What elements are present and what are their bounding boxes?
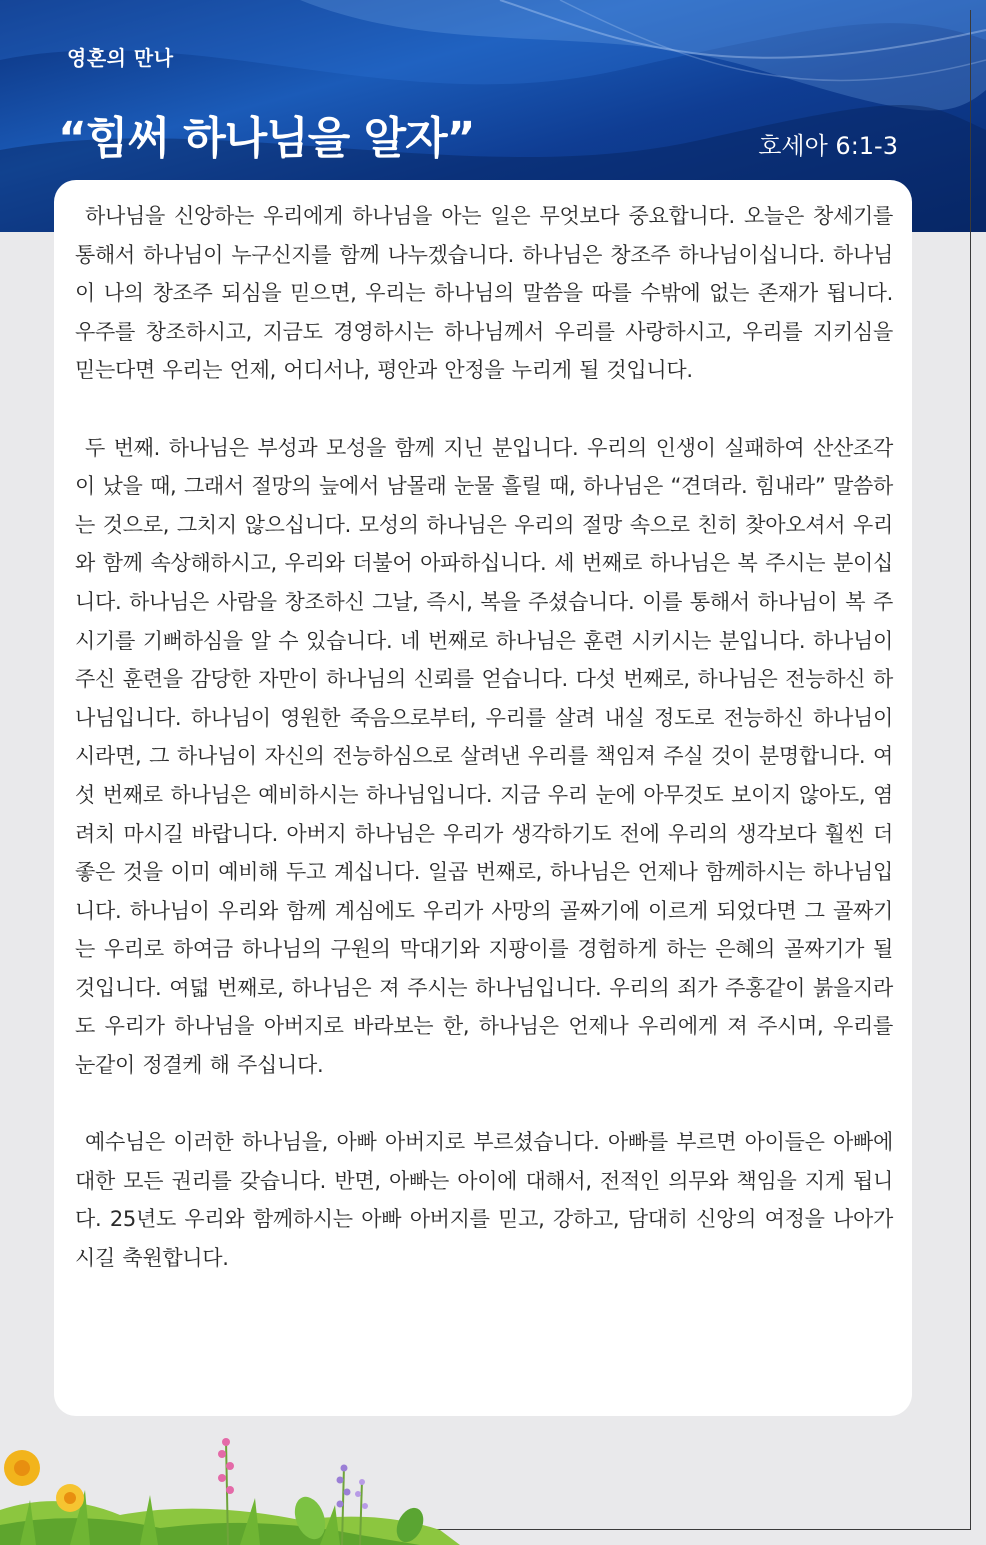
page-title: “힘써 하나님을 알자” <box>58 113 475 164</box>
scripture-reference: 호세아 6:1-3 <box>758 132 898 160</box>
flower-grass-decoration <box>0 1420 460 1545</box>
paragraph-2: 두 번째. 하나님은 부성과 모성을 함께 지닌 분입니다. 우리의 인생이 실패하여 산산조각이 났을 때, 그래서 절망의 늪에서 남몰래 눈물 흘릴 때, 하나님은 “견뎌라. 힘내라” 말씀하는 것으로, 그치지 않으십니다. 모성의 하나님은 우리의 절망 속으로 친히 찾아오셔서 우리와 함께 속상해하시고, 우리와 더불어 아파하십니다. 세 번째로 하나님은 복 주시는 분이십니다. 하나님은 사람을 창조하신 그날, 즉시, 복을 주셨습니다. 이를 통해서 하나님이 복 주시기를 기뻐하심을 알 수 있습니다. 네 번째로 하나님은 훈련 시키시는 분입니다. 하나님이 주신 훈련을 감당한 자만이 하나님의 신뢰를 얻습니다. 다섯 번째로, 하나님은 전능하신 하나님입니다. 하나님이 영원한 죽음으로부터, 우리를 살려 내실 정도로 전능하신 하나님이시라면, 그 하나님이 자신의 전능하심으로 살려낸 우리를 책임져 주실 것이 분명합니다. 여섯 번째로 하나님은 예비하시는 하나님입니다. 지금 우리 눈에 아무것도 보이지 않아도, 염려치 마시길 바랍니다. 아버지 하나님은 우리가 생각하기도 전에 우리의 생각보다 훨씬 더 좋은 것을 이미 예비해 두고 계십니다. 일곱 번째로, 하나님은 언제나 함께하시는 하나님입니다. 하나님이 우리와 함께 계심에도 우리가 사망의 골짜기에 이르게 되었다면 그 골짜기는 우리로 하여금 하나님의 구원의 막대기와 지팡이를 경험하게 하는 은혜의 골짜기가 될 것입니다. 여덟 번째로, 하나님은 져 주시는 하나님입니다. 우리의 죄가 주홍같이 붉을지라도 우리가 하나님을 아버지로 바라보는 한, 하나님은 언제나 우리에게 져 주시며, 우리를 눈같이 정결케 해 주십니다. <box>75 435 893 1078</box>
paragraph-3: 예수님은 이러한 하나님을, 아빠 아버지로 부르셨습니다. 아빠를 부르면 아이들은 아빠에 대한 모든 권리를 갖습니다. 반면, 아빠는 아이에 대해서, 전적인 의무와 책임을 지게 됩니다. 25년도 우리와 함께하시는 아빠 아버지를 믿고, 강하고, 담대히 신앙의 여정을 나아가시길 축원합니다. <box>75 1130 893 1271</box>
frame-right-border <box>970 10 971 1530</box>
paragraph-1: 하나님을 신앙하는 우리에게 하나님을 아는 일은 무엇보다 중요합니다. 오늘은 창세기를 통해서 하나님이 누구신지를 함께 나누겠습니다. 하나님은 창조주 하나님이십니다. 하나님이 나의 창조주 되심을 믿으면, 우리는 하나님의 말씀을 따를 수밖에 없는 존재가 됩니다. 우주를 창조하시고, 지금도 경영하시는 하나님께서 우리를 사랑하시고, 우리를 지키심을 믿는다면 우리는 언제, 어디서나, 평안과 안정을 누리게 될 것입니다. <box>75 204 893 383</box>
sermon-body <box>75 197 893 1278</box>
section-label: 영혼의 만나 <box>67 46 174 70</box>
